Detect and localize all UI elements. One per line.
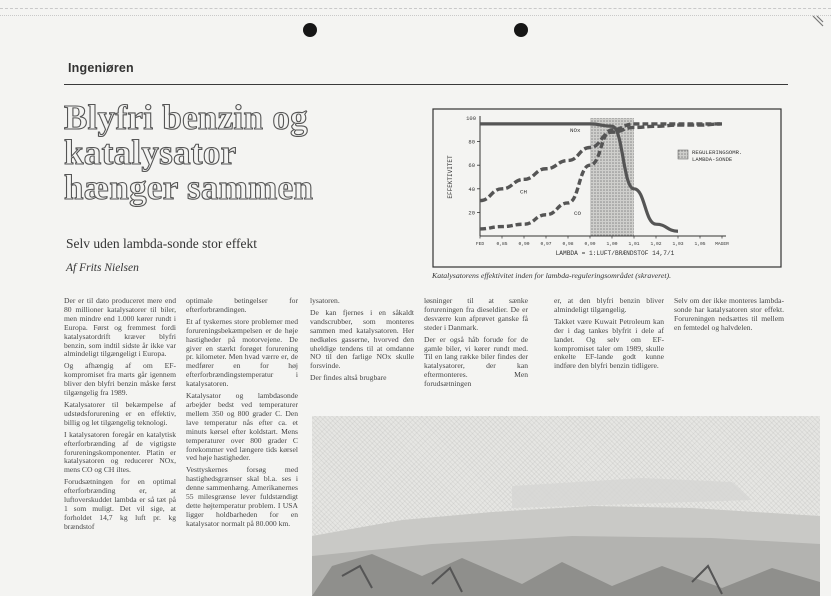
paragraph: Og afhængig af om EF-kompromiset fra marts går igennem bliver den blyfri benzin måske først tilgængelig fra 1989. bbox=[64, 361, 176, 398]
paragraph: er, at den blyfri benzin bliver almindeligt tilgængelig. bbox=[554, 296, 664, 314]
x-tick-label: MAGER bbox=[715, 242, 729, 247]
paragraph: optimale betingelser for efterforbrændingen. bbox=[186, 296, 298, 314]
y-axis-label: EFFEKTIVITET bbox=[447, 155, 454, 199]
text-column-6 bbox=[674, 297, 784, 336]
legend-label: REGULERINGSOMR. bbox=[692, 149, 743, 156]
byline: Af Frits Nielsen bbox=[66, 262, 139, 274]
series-label: CH bbox=[520, 188, 527, 196]
x-tick-label: 1,02 bbox=[650, 242, 662, 247]
text-column-2 bbox=[186, 297, 298, 532]
legend-swatch bbox=[678, 150, 688, 159]
fold-line bbox=[0, 15, 831, 16]
headline-line: katalysator bbox=[64, 133, 237, 172]
x-tick-label: 0,99 bbox=[584, 242, 596, 247]
x-tick-label: FED bbox=[475, 242, 485, 247]
paragraph: Katalysatorer til bekæmpelse af udstødsforurening er en effektiv, billig og let tilgængelig teknologi. bbox=[64, 399, 176, 427]
y-tick-label: 60 bbox=[468, 162, 475, 170]
efficiency-chart-svg bbox=[432, 108, 782, 268]
photo-image bbox=[312, 416, 820, 596]
x-tick-label: 1,03 bbox=[672, 242, 684, 247]
x-axis-label: LAMBDA = 1:LUFT/BRÆNDSTOF 14,7/1 bbox=[555, 250, 675, 257]
paragraph: Katalysator og lambdasonde arbejder bedst ved temperaturer mellem 350 og 800 grader C. Den lave temperatur nås efter ca. et minuts kørsel efter koldstart. Mens temperaturer over 800 grader C forekommer ved længere tids kørsel ved høje hastigheder. bbox=[186, 391, 298, 463]
text-column-5 bbox=[554, 297, 664, 374]
headline bbox=[64, 100, 424, 205]
paragraph: I katalysatoren foregår en katalytisk efterforbrænding af de vigtigste forureningskomponenter. Platin er katalysatoren og reducerer NOx, mens CO og CH iltes. bbox=[64, 429, 176, 475]
paragraph: Der er også håb forude for de gamle biler, vi kører rundt med. Til en lang række biler findes der katalysatorer, der kan eftermonteres. Men forudsætningen bbox=[424, 334, 528, 389]
x-tick-label: 0,85 bbox=[496, 242, 508, 247]
paragraph: Der er til dato produceret mere end 80 millioner katalysatorer til biler, men mindre end 1.000 kører rundt i Europa. Først og fremmest fordi katalysatordrift kræver blyfri benzin, som indtil sidste år ikke var almindeligt tilgængeligt i Europa. bbox=[64, 296, 176, 359]
subheadline: Selv uden lambda-sonde stor effekt bbox=[66, 236, 257, 251]
x-tick-label: 1,05 bbox=[694, 242, 706, 247]
y-tick-label: 100 bbox=[466, 115, 476, 122]
headline-line: Blyfri benzin og bbox=[64, 98, 308, 137]
series-label: NOx bbox=[570, 126, 581, 134]
paragraph: løsninger til at sænke forureningen fra dieseldier. De er desværre kun afprøvet ganske få steder i Danmark. bbox=[424, 296, 528, 332]
fold-line bbox=[0, 8, 831, 9]
paragraph: Et af tyskernes store problemer med forureningsbekæmpelsen er de høje hastigheder på motorvejene. De giver en stærkt forøget forurening pr. kilometer. Men hvad værre er, de medfører en for høj efterforbrændingstemperatur i katalysatoren. bbox=[186, 316, 298, 389]
section-label: Ingeniøren bbox=[68, 61, 134, 75]
legend-label: LAMBDA-SONDE bbox=[692, 156, 733, 163]
y-tick-label: 80 bbox=[468, 138, 475, 146]
punch-hole bbox=[514, 23, 528, 37]
paragraph: Takket være Kuwait Petroleum kan der i dag tankes blyfrit i dele af landet. Og selv om EF-kompromiset taler om 1989, skulle enkelte EF-lande godt kunne indføre den blyfri benzin tidligere. bbox=[554, 316, 664, 371]
x-tick-label: 0,97 bbox=[540, 242, 552, 247]
header-rule bbox=[64, 84, 788, 85]
chart-caption: Katalysatorens effektivitet inden for lambda-reguleringsområdet (skraveret). bbox=[432, 271, 672, 280]
paragraph: lysatoren. bbox=[310, 296, 340, 305]
efficiency-chart bbox=[432, 108, 782, 268]
paragraph: Der findes altså brugbare bbox=[310, 373, 387, 383]
y-tick-label: 40 bbox=[468, 185, 475, 193]
x-tick-label: 0,90 bbox=[518, 242, 530, 247]
y-tick-label: 20 bbox=[468, 209, 475, 217]
headline-line: hænger sammen bbox=[64, 168, 314, 207]
paragraph: Forudsætningen for en optimal efterforbrænding er, at luftoverskuddet lambda er så tæt på 1 som muligt. Det vil sige, at forholdet 14,7 kg luft pr. kg brændstof bbox=[64, 477, 176, 531]
paragraph: Selv om der ikke monteres lambda-sonde har katalysatoren stor effekt. Forureningen nedsættes til mellem en femtedel og halvdelen. bbox=[674, 296, 784, 332]
corner-mark-icon bbox=[811, 14, 825, 28]
text-column-3 bbox=[310, 297, 414, 386]
paragraph: Vesttyskernes forsøg med hastighedsgrænser skal bl.a. ses i denne sammenhæng. Amerikanernes 55 milesgrænse lever fuldstændigt dette højtemperatur problem. I USA ligger holdbarheden for en katalysator normalt på 80.000 km. bbox=[186, 465, 298, 528]
x-tick-label: 0,98 bbox=[562, 242, 574, 247]
paragraph: De kan fjernes i en såkaldt vandscrubber, som monteres sammen med katalysatoren. Her nedkøles gasserne, hvorved den uheldige tendens til at omdanne NO til den farlige NOx skulle forsvinde. bbox=[310, 307, 414, 371]
halftone-photo bbox=[312, 416, 820, 596]
x-tick-label: 1,00 bbox=[606, 242, 618, 247]
punch-hole bbox=[303, 23, 317, 37]
text-column-1 bbox=[64, 297, 176, 535]
x-tick-label: 1,01 bbox=[628, 242, 640, 247]
text-column-4 bbox=[424, 297, 528, 392]
series-label: CO bbox=[574, 209, 581, 217]
